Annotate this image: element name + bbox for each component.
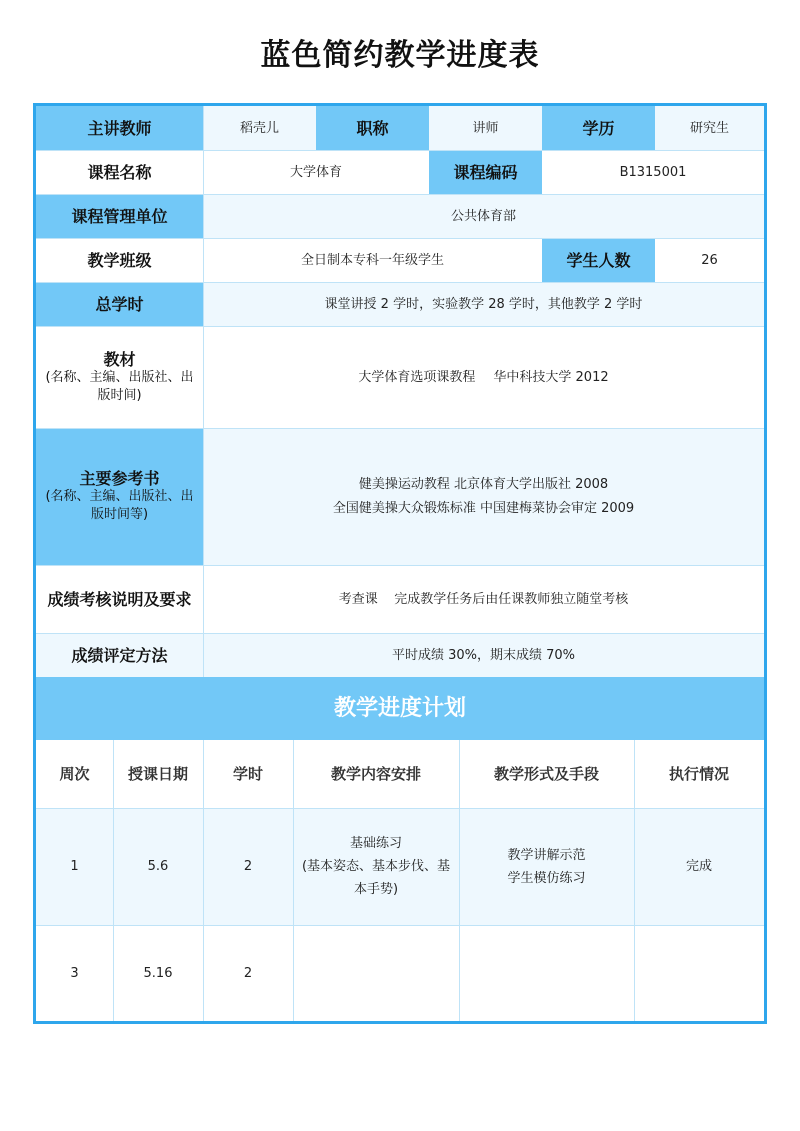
content-line-3: 本手势) — [353, 882, 399, 897]
divider — [36, 326, 764, 327]
form-line-1: 教学讲解示范 — [507, 847, 586, 863]
schedule-table — [33, 103, 767, 1024]
table-row-2-date: 5.16 — [113, 925, 203, 1021]
teacher-label: 主讲教师 — [36, 106, 203, 150]
ref-sub: (名称、主编、出版社、出版时间等) — [45, 489, 194, 522]
table-row-2-form — [459, 925, 634, 1021]
ref-line-2: 全国健美操大众锻炼标准 中国建梅菜协会审定 2009 — [332, 500, 635, 516]
textbook-pub: 华中科技大学 2012 — [493, 369, 609, 385]
hours-value: 课堂讲授 2 学时，实验教学 28 学时，其他教学 2 学时 — [203, 282, 764, 326]
ref-value — [203, 428, 764, 565]
content-line-1: 基础练习 — [349, 836, 402, 851]
col-hours: 学时 — [203, 740, 293, 808]
col-content: 教学内容安排 — [293, 740, 459, 808]
dept-label: 课程管理单位 — [36, 194, 203, 238]
form-line-2: 学生模仿练习 — [507, 870, 586, 886]
col-status: 执行情况 — [634, 740, 764, 808]
divider — [203, 740, 204, 1021]
table-row-1-status: 完成 — [634, 808, 764, 925]
divider — [36, 925, 764, 926]
divider — [203, 106, 204, 677]
ref-label: 主要参考书 — [79, 469, 160, 488]
rank-value: 讲师 — [429, 106, 542, 150]
table-row-2-status — [634, 925, 764, 1021]
students-value: 26 — [655, 238, 764, 282]
divider — [293, 740, 294, 1021]
divider — [36, 633, 764, 634]
content-line-2: (基本姿态、基本步伐、基 — [301, 859, 451, 874]
code-label: 课程编码 — [429, 150, 542, 194]
exam-value: 考查课 完成教学任务后由任课教师独立随堂考核 — [203, 565, 764, 633]
divider — [36, 428, 764, 429]
table-row-1-form — [459, 808, 634, 925]
class-label: 教学班级 — [36, 238, 203, 282]
divider — [36, 565, 764, 566]
table-row-1-content — [293, 808, 459, 925]
page-title: 蓝色简约教学进度表 — [260, 38, 540, 73]
col-form: 教学形式及手段 — [459, 740, 634, 808]
table-row-2-week: 3 — [36, 925, 113, 1021]
table-row-1-hours: 2 — [203, 808, 293, 925]
divider — [113, 740, 114, 1021]
table-row-1-date: 5.6 — [113, 808, 203, 925]
ref-line-1: 健美操运动教程 北京体育大学出版社 2008 — [358, 476, 609, 492]
edu-value: 研究生 — [655, 106, 764, 150]
exam-label: 成绩考核说明及要求 — [36, 565, 203, 633]
table-row-2-content — [293, 925, 459, 1021]
dept-value: 公共体育部 — [203, 194, 764, 238]
col-week: 周次 — [36, 740, 113, 808]
divider — [36, 808, 764, 809]
code-value: B1315001 — [542, 150, 764, 194]
ref-label-cell — [36, 428, 203, 565]
class-value: 全日制本专科一年级学生 — [203, 238, 542, 282]
course-label: 课程名称 — [36, 150, 203, 194]
divider — [36, 194, 764, 195]
table-row-2-hours: 2 — [203, 925, 293, 1021]
textbook-name: 大学体育选项课教程 — [358, 369, 476, 385]
divider — [36, 150, 764, 151]
divider — [459, 740, 460, 1021]
grading-value: 平时成绩 30%，期末成绩 70% — [203, 633, 764, 677]
course-value: 大学体育 — [203, 150, 429, 194]
divider — [36, 282, 764, 283]
teacher-value: 稻壳儿 — [203, 106, 316, 150]
hours-label: 总学时 — [36, 282, 203, 326]
rank-label: 职称 — [316, 106, 429, 150]
col-date: 授课日期 — [113, 740, 203, 808]
textbook-value — [203, 326, 764, 428]
students-label: 学生人数 — [542, 238, 655, 282]
textbook-label-cell — [36, 326, 203, 428]
table-row-1-week: 1 — [36, 808, 113, 925]
divider — [36, 238, 764, 239]
grading-label: 成绩评定方法 — [36, 633, 203, 677]
textbook-label: 教材 — [103, 349, 136, 369]
textbook-sub: (名称、主编、出版社、出版时间) — [45, 369, 194, 403]
divider — [634, 740, 635, 1021]
edu-label: 学历 — [542, 106, 655, 150]
plan-title: 教学进度计划 — [36, 677, 764, 740]
